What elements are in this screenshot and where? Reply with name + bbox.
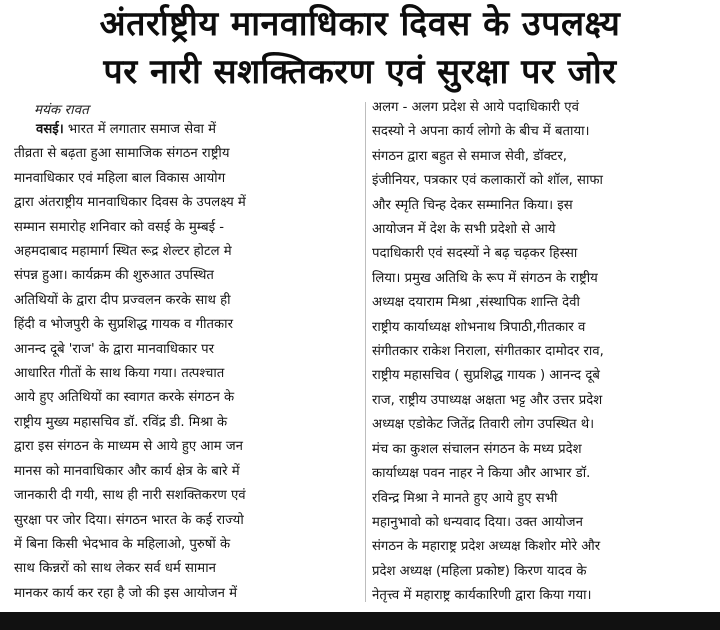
text-line: और स्मृति चिन्ह देकर सम्मानित किया। इस	[372, 197, 573, 213]
column-divider	[365, 102, 366, 602]
text-line: संपन्न हुआ। कार्यक्रम की शुरुआत उपस्थित	[14, 268, 214, 284]
bottom-edge-bar	[0, 612, 720, 630]
text-line: संगठन के महाराष्ट्र प्रदेश अध्यक्ष किशोर मोरे और	[372, 539, 601, 555]
text-line: राष्ट्रीय कार्याध्यक्ष शोभनाथ त्रिपाठी,गीतकार व	[372, 319, 586, 335]
text-line: जानकारी दी गयी, साथ ही नारी सशक्तिकरण एवं	[14, 488, 246, 504]
text-line: आये हुए अतिथियों का स्वागत करके संगठन के	[14, 390, 235, 406]
text-line: संगीतकार राकेश निराला, संगीतकार दामोदर राव,	[372, 344, 604, 360]
text-line: रविन्द्र मिश्रा ने मानते हुए आये हुए सभी	[372, 490, 558, 506]
right-column	[372, 96, 710, 609]
text-line: मंच का कुशल संचालन संगठन के मध्य प्रदेश	[372, 441, 582, 457]
text-line: हिंदी व भोजपुरी के सुप्रशिद्ध गायक व गीतकार	[14, 317, 233, 333]
text-line: सदस्यो ने अपना कार्य लोगो के बीच में बताया।	[372, 124, 590, 140]
text-line: अध्यक्ष एडोकेट जितेंद्र तिवारी लोग उपस्थित थे।	[372, 417, 595, 433]
text-line: द्वारा अंतराष्ट्रीय मानवाधिकार दिवस के उपलक्ष्य में	[14, 195, 246, 211]
text-line: कार्याध्यक्ष पवन नाहर ने किया और आभार डॉ.	[372, 466, 591, 482]
text-line: सुरक्षा पर जोर दिया। संगठन भारत के कई राज्यो	[14, 512, 244, 528]
text-line: अतिथियों के द्वारा दीप प्रज्वलन करके साथ ही	[14, 292, 231, 308]
text-line: अहमदाबाद महामार्ग स्थित रूद्र शेल्टर होटल मे	[14, 244, 232, 260]
text-line: तीव्रता से बढ़ता हुआ सामाजिक संगठन राष्ट्रीय	[14, 146, 230, 162]
text-line: महानुभावो को धन्यवाद दिया। उक्त आयोजन	[372, 514, 583, 530]
text-line: आधारित गीतों के साथ किया गया। तत्पश्चात	[14, 366, 225, 382]
text-line: राष्ट्रीय महासचिव ( सुप्रशिद्ध गायक ) आनन्द दूबे	[372, 368, 600, 384]
text-line-content: भारत में लगातार समाज सेवा में	[63, 122, 217, 137]
headline-line-2: पर नारी सशक्तिकरण एवं सुरक्षा पर जोर	[103, 52, 617, 92]
text-line: साथ किन्नरों को साथ लेकर सर्व धर्म सामान	[14, 561, 216, 577]
text-line: आयोजन में देश के सभी प्रदेशो से आये	[372, 222, 556, 238]
text-line: में बिना किसी भेदभाव के महिलाओ, पुरुषों के	[14, 536, 231, 552]
left-column	[14, 118, 358, 606]
headline-line-1: अंतर्राष्ट्रीय मानवाधिकार दिवस के उपलक्ष्य	[99, 4, 621, 44]
text-line: अध्यक्ष दयाराम मिश्रा ,संस्थापिक शान्ति देवी	[372, 295, 580, 311]
text-line: राज, राष्ट्रीय उपाध्यक्ष अक्षता भट्ट और उत्तर प्रदेश	[372, 392, 603, 408]
text-line: राष्ट्रीय मुख्य महासचिव डॉ. रविंद्र डी. मिश्रा के	[14, 414, 228, 430]
text-line: सम्मान समारोह शनिवार को वसई के मुम्बई -	[14, 219, 225, 235]
text-line	[14, 118, 358, 142]
article-headline	[0, 0, 720, 96]
text-line: प्रदेश अध्यक्ष (महिला प्रकोष्ट) किरण यादव के	[372, 563, 587, 579]
byline: मयंक रावत	[34, 102, 89, 118]
text-line: मानस को मानवाधिकार और कार्य क्षेत्र के बारे में	[14, 463, 240, 479]
text-line: मानवाधिकार एवं महिला बाल विकास आयोग	[14, 170, 226, 186]
text-line: पदाधिकारी एवं सदस्यों ने बढ़ चढ़कर हिस्सा	[372, 246, 578, 262]
text-line: संगठन द्वारा बहुत से समाज सेवी, डॉक्टर,	[372, 148, 567, 164]
dateline: वसई।	[36, 122, 64, 137]
text-line: नेतृत्त्व में महाराष्ट्र कार्यकारिणी द्वारा किया गया।	[372, 588, 592, 604]
text-line: मानकर कार्य कर रहा है जो की इस आयोजन में	[14, 585, 238, 601]
text-line: द्वारा इस संगठन के माध्यम से आये हुए आम जन	[14, 439, 243, 455]
text-line: लिया। प्रमुख अतिथि के रूप में संगठन के राष्ट्रीय	[372, 270, 598, 286]
text-line: अलग - अलग प्रदेश से आये पदाधिकारी एवं	[372, 100, 579, 115]
text-line: आनन्द दूबे 'राज' के द्वारा मानवाधिकार पर	[14, 341, 215, 357]
text-line: इंजीनियर, पत्रकार एवं कलाकारों को शॉल, साफा	[372, 173, 603, 189]
